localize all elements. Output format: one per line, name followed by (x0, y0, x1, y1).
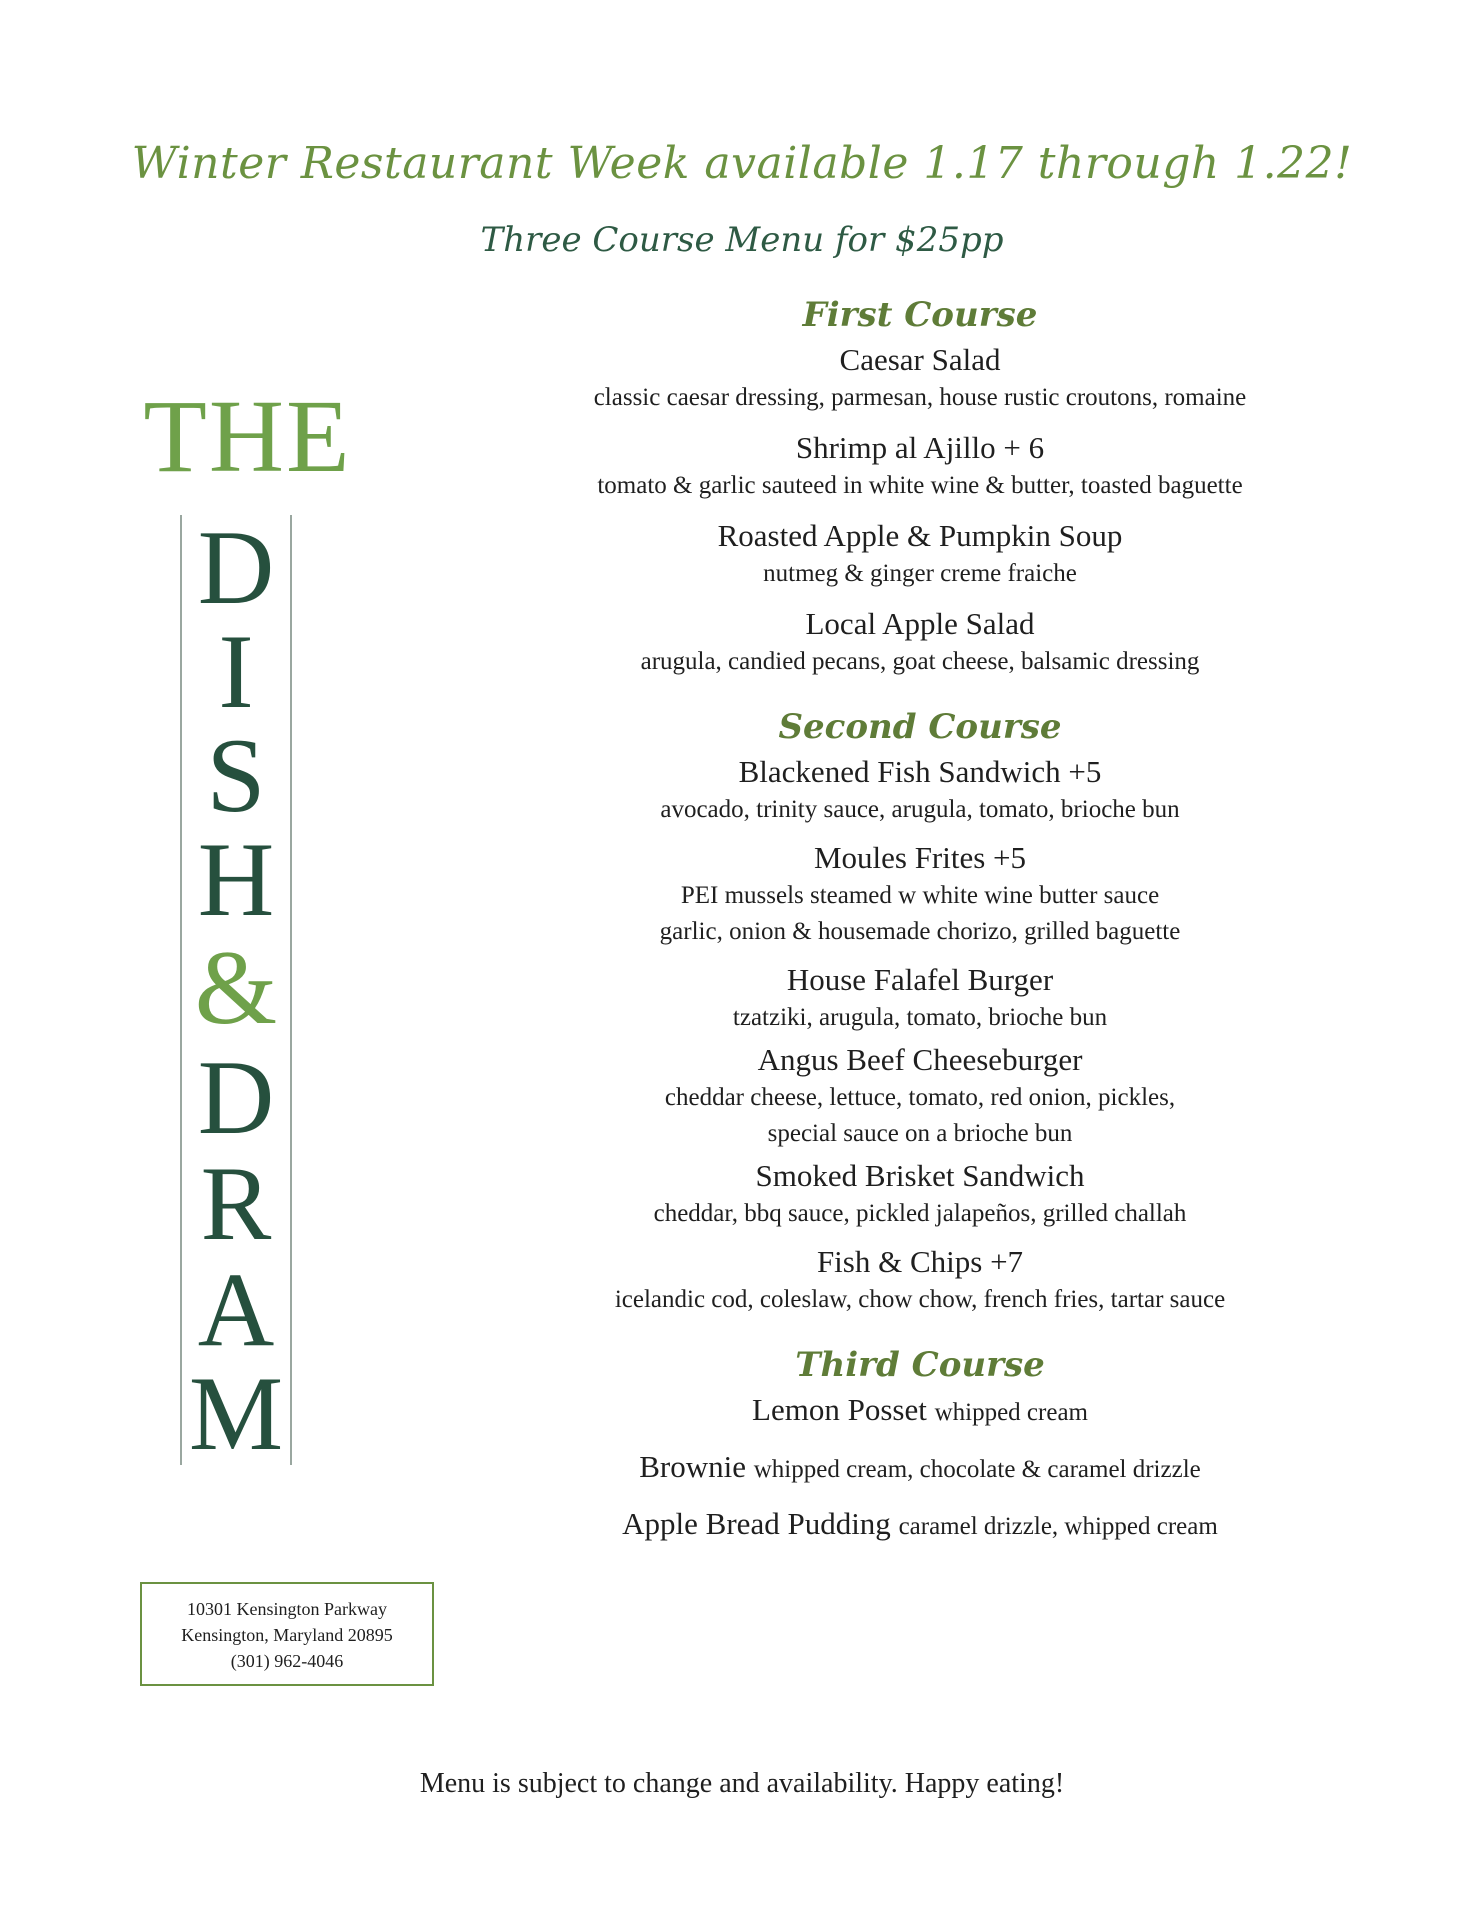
menu-item-name: Brownie (639, 1449, 746, 1484)
menu-item-name: Roasted Apple & Pumpkin Soup (717, 518, 1123, 553)
logo-vertical-wordmark (180, 509, 292, 1472)
menu-item (520, 1447, 1320, 1490)
course-heading-second: Second Course (778, 707, 1062, 747)
logo-letter: D (197, 1039, 275, 1156)
menu-item-desc: tomato & garlic sauteed in white wine & butter, toasted baguette (597, 472, 1243, 499)
menu-item-desc: special sauce on a brioche bun (767, 1120, 1073, 1147)
menu-item-desc: tzatziki, arugula, tomato, brioche bun (732, 1004, 1108, 1031)
logo-letter: H (197, 821, 275, 938)
menu-item-name: Shrimp al Ajillo + 6 (795, 430, 1045, 465)
menu-item-desc: cheddar cheese, lettuce, tomato, red onion, pickles, (664, 1084, 1176, 1111)
logo-letter: R (200, 1145, 272, 1262)
menu-item-desc: PEI mussels steamed w white wine butter sauce (680, 882, 1160, 909)
course-heading-first: First Course (802, 295, 1038, 335)
menu-item-desc: classic caesar dressing, parmesan, house rustic croutons, romaine (593, 384, 1247, 411)
menu-item-desc: cheddar, bbq sauce, pickled jalapeños, grilled challah (653, 1200, 1187, 1227)
footer-note: Menu is subject to change and availability. Happy eating! (419, 1768, 1065, 1799)
menu-item-desc: nutmeg & ginger creme fraiche (763, 560, 1077, 587)
menu-item-name: Blackened Fish Sandwich +5 (738, 754, 1102, 789)
menu-item-name: House Falafel Burger (786, 962, 1054, 997)
address-phone: (301) 962-4046 (230, 1651, 344, 1671)
menu-item-name: Smoked Brisket Sandwich (755, 1158, 1085, 1193)
menu-item-name: Fish & Chips +7 (816, 1244, 1024, 1279)
menu-item-desc: avocado, trinity sauce, arugula, tomato, brioche bun (660, 796, 1180, 823)
menu-item-name: Apple Bread Pudding (622, 1506, 891, 1541)
menu-item-desc: arugula, candied pecans, goat cheese, balsamic dressing (640, 648, 1200, 675)
logo-letter: I (218, 613, 254, 730)
menu-item-desc: garlic, onion & housemade chorizo, grilled baguette (659, 918, 1181, 945)
logo-the: THE (143, 379, 352, 494)
menu-item (520, 1504, 1320, 1547)
promo-headline: Winter Restaurant Week available 1.17 through 1.22! (131, 138, 1353, 189)
logo-letter: A (197, 1251, 275, 1368)
logo-letter: M (188, 1355, 284, 1472)
menu-item-name: Moules Frites +5 (813, 840, 1027, 875)
menu-item-name: Lemon Posset (752, 1392, 927, 1427)
menu-item-name: Caesar Salad (839, 342, 1001, 377)
address-box (140, 1582, 434, 1686)
logo-letter: S (206, 717, 266, 834)
address-street: 10301 Kensington Parkway (187, 1599, 387, 1619)
address-city: Kensington, Maryland 20895 (181, 1625, 393, 1645)
menu-item (520, 1390, 1320, 1433)
menu-item-desc: icelandic cod, coleslaw, chow chow, french fries, tartar sauce (614, 1286, 1226, 1313)
menu-list (520, 290, 1320, 1547)
menu-item-desc: caramel drizzle, whipped cream (898, 1513, 1218, 1540)
menu-item-desc: whipped cream (934, 1399, 1088, 1426)
menu-item-name: Local Apple Salad (805, 606, 1035, 641)
logo-ampersand: & (194, 929, 278, 1046)
menu-price-subtitle: Three Course Menu for $25pp (480, 220, 1004, 260)
course-heading-third: Third Course (795, 1345, 1045, 1385)
menu-item-name: Angus Beef Cheeseburger (757, 1042, 1083, 1077)
menu-item-desc: whipped cream, chocolate & caramel drizzle (753, 1456, 1201, 1483)
logo-letter: D (197, 509, 275, 626)
